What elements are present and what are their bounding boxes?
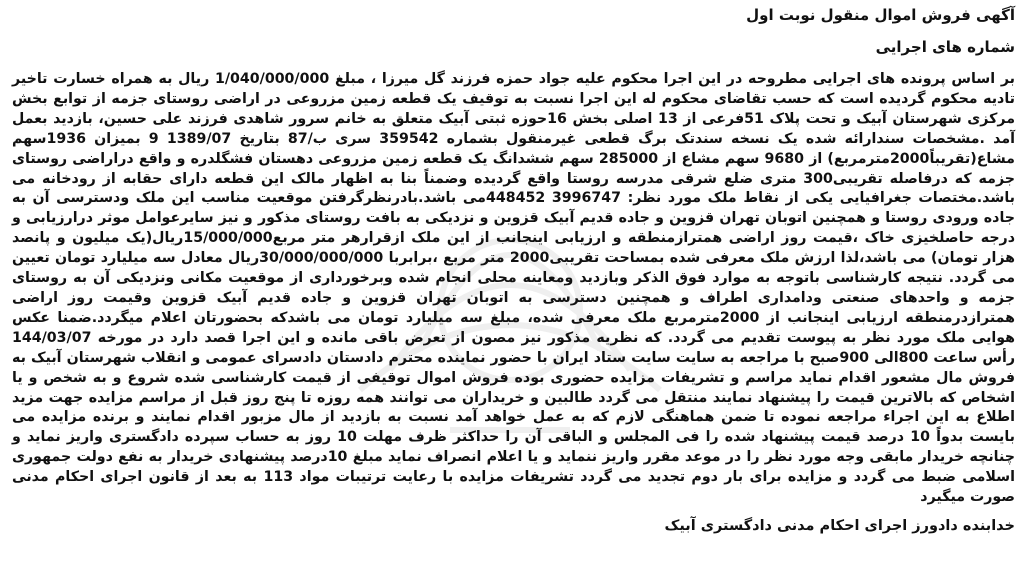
notice-body: بر اساس پرونده های اجرایی مطروحه در این اجرا محکوم علیه جواد حمزه فرزند گل میرزا ، مبلغ 1/040/000/000 ریال به همراه خسارت تاخیر تادیه محکوم گردیده است که حسب تقاضای محکوم له این اجرا نسبت به توقیف یک قطعه زمین مزروعی در اراضی روستای جزمه از توابع بخش مرکزی شهرستان آبیک و تحت پلاک 51فرعی از 13 اصلی بخش 16حوزه ثبتی آبیک متعلق به خانم سرور شاهدی فرزند علی حسین، بازدید بعمل آمد .مشخصات سندارائه شده یک نسخه سندتک برگ قطعی غیرمنقول بشماره 359542 سری ب/87 بتاریخ 1389/07 9 بمیزان 1936سهم مشاع(تقریباً2000مترمربع) از 9680 سهم مشاع از 285000 سهم ششدانگ یک قطعه زمین مزروعی دهستان فشگلدره و واقع دراراضی روستای جزمه که درفاصله تقریبی300 متری ضلع شرقی مدرسه روستا واقع گردیده وضمناً بنا به اظهار مالک این قطعه دارای حقابه از رودخانه می باشد.مختصات جغرافیایی یکی از نقاط ملک مورد نظر: 3996747 448452می باشد.بادرنظرگرفتن موقعیت مناسب این ملک ودسترسی آن به جاده ورودی روستا و همچنین اتوبان تهران قزوین و جاده قدیم آبیک قزوین و نزدیکی به بافت روستای مذکور و نیز سایرعوامل موثر درارزیابی و درجه حاصلخیزی خاک ،قیمت روز اراضی همترازمنطقه و ارزیابی اینجانب از این ملک ازقرارهر متر مربع15/000/000ریال(یک میلیون و پانصد هزار تومان) می باشد،لذا ارزش ملک معرفی شده بمساحت تقریبی2000 متر مربع ،برابربا 30/000/000/000ریال معادل سه میلیارد تومان تعیین می گردد. نتیجه کارشناسی باتوجه به موارد فوق الذکر وبازدید ومعاینه محلی انجام شده وبرخورداری از موقعیت مکانی ونزدیکی آن به روستای جزمه و واحدهای صنعتی ودامداری اطراف و همچنین دسترسی به اتوبان تهران قزوین و جاده قدیم آبیک قزوین وقیمت روز اراضی همترازدرمنطقه ارزیابی اینجانب از 2000مترمربع ملک معرفی شده، مبلغ سه میلیارد تومان می باشدکه بحضورتان اعلام میگردد.ضمنا عکس هوایی ملک مورد نظر به پیوست تقدیم می گردد. که نظریه مذکور نیز مصون از تعرض باقی مانده و این اجرا قصد دارد در مورخه 144/03/07 رأس ساعت 800الی 900صبح با مراجعه به سایت سایت ستاد ایران با حضور نماینده محترم دادستان دادسرای عمومی و انقلاب شهرستان آبیک به فروش مال مشعور اقدام نماید مراسم و تشریفات مزایده حضوری بوده فروش اموال توقیفی از قیمت کارشناسی شده شروع و به شخص و یا اشخاص که بالاترین قیمت را پیشنهاد نمایند منتقل می گردد طالبین و خریداران می توانند همه روزه تا پنج روز قبل از مراسم مزایده جهت مزید اطلاع به این اجراء مراجعه نموده تا ضمن هماهنگی لازم که به عمل خواهد آمد نسبت به بازدید از مال مزبور اقدام نمایند و برنده مزایده می بایست بدواً 10 درصد قیمت پیشنهاد شده را فی المجلس و الباقی آن را حداکثر ظرف مهلت 10 روز به حساب سپرده دادگستری واریز نماید و چنانچه خریدار مابقی وجه مورد نظر را در موعد مقرر واریز ننماید و یا اعلام انصراف نماید مبلغ 10درصد پیشنهادی خریدار به نفع دولت جمهوری اسلامی ضبط می گردد و مزایده برای بار دوم تجدید می گردد تشریفات مزایده با رعایت ترتیبات مواد 113 به بعد از قانون اجرای احکام مدنی صورت میگیرد <box>12 71 1015 506</box>
notice-title: آگهی فروش اموال منقول نوبت اول <box>746 6 1015 24</box>
signature-line: خدابنده دادورز اجرای احکام مدنی دادگستری آبیک <box>664 517 1015 534</box>
case-numbers-label: شماره های اجرایی <box>875 38 1015 56</box>
